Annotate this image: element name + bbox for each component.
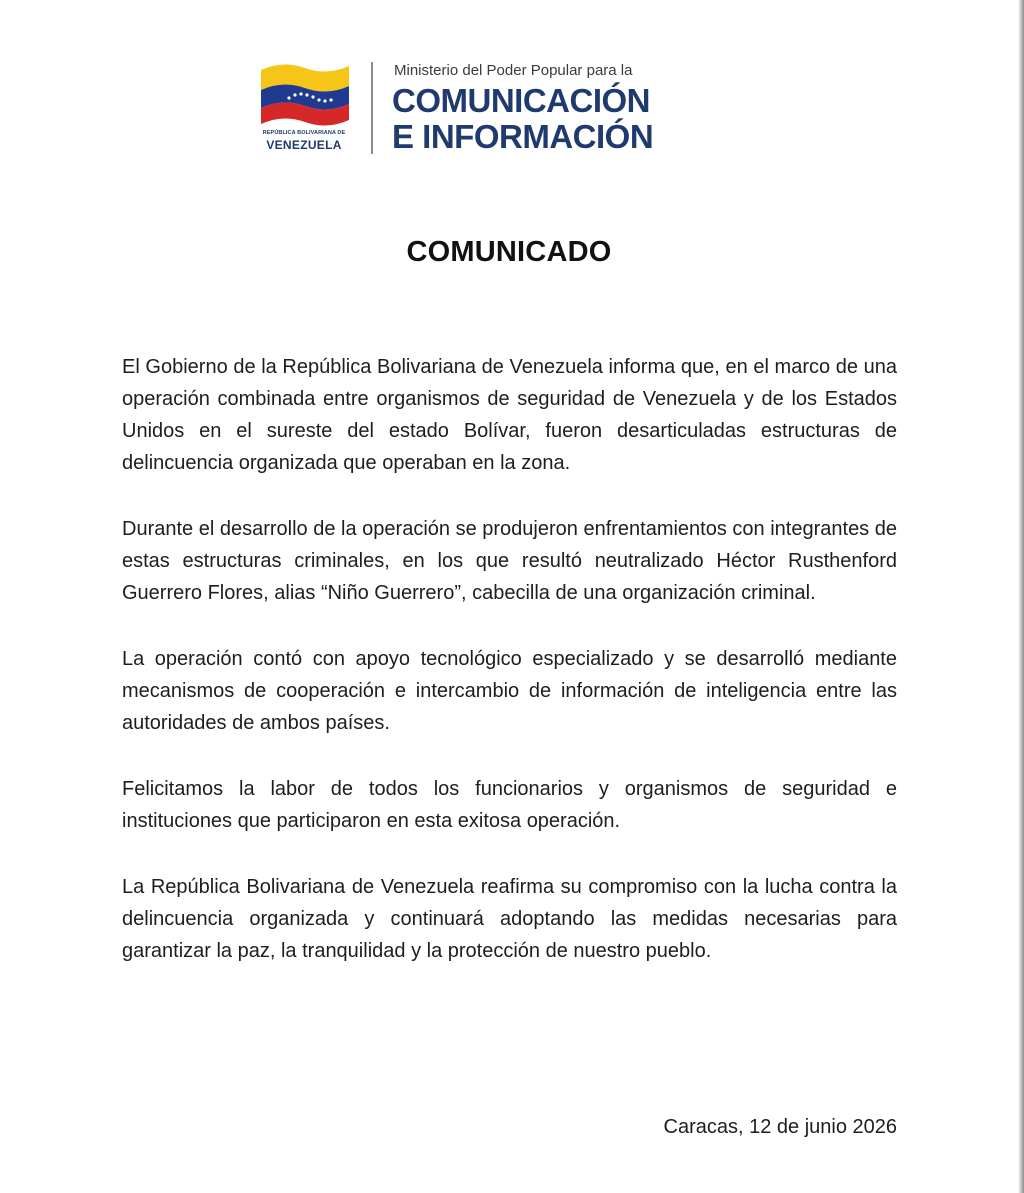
document-body <box>122 351 897 1001</box>
ministry-line: Ministerio del Poder Popular para la <box>394 62 633 79</box>
venezuela-logo <box>255 58 355 158</box>
paragraph-4: Felicitamos la labor de todos los funcionarios y organismos de seguridad e instituciones que participaron en esta exitosa operación. <box>122 778 897 832</box>
date-line: Caracas, 12 de junio 2026 <box>663 1116 897 1138</box>
page-edge-shadow <box>1018 0 1024 1193</box>
document-title: COMUNICADO <box>406 236 612 268</box>
ministry-name-line1: COMUNICACIÓN <box>392 82 650 119</box>
ministry-name-line2: E INFORMACIÓN <box>392 118 654 155</box>
logo-divider <box>371 62 373 154</box>
flag-caption-small: REPÚBLICA BOLIVARIANA DE <box>262 130 346 136</box>
paragraph-3: La operación contó con apoyo tecnológico especializado y se desarrolló mediante mecanismos de cooperación e intercambio de información de inteligencia entre las autoridades de ambos países. <box>122 648 897 734</box>
paragraph-1: El Gobierno de la República Bolivariana de Venezuela informa que, en el marco de una operación combinada entre organismos de seguridad de Venezuela y de los Estados Unidos en el sureste del estado Bolívar, fueron desarticuladas estructuras de delincuencia organizada que operaban en la zona. <box>122 356 897 474</box>
paragraph-5: La República Bolivariana de Venezuela reafirma su compromiso con la lucha contra la delincuencia organizada y continuará adoptando las medidas necesarias para garantizar la paz, la tranquilidad y la protección de nuestro pueblo. <box>122 876 897 962</box>
venezuela-flag-icon <box>259 60 351 126</box>
flag-caption-venezuela: VENEZUELA <box>266 138 342 152</box>
letterhead <box>255 58 685 158</box>
paragraph-2: Durante el desarrollo de la operación se produjeron enfrentamientos con integrantes de estas estructuras criminales, en los que resultó neutralizado Héctor Rusthenford Guerrero Flores, alias “Niño Guerrero”, cabecilla de una organización criminal. <box>122 518 897 604</box>
